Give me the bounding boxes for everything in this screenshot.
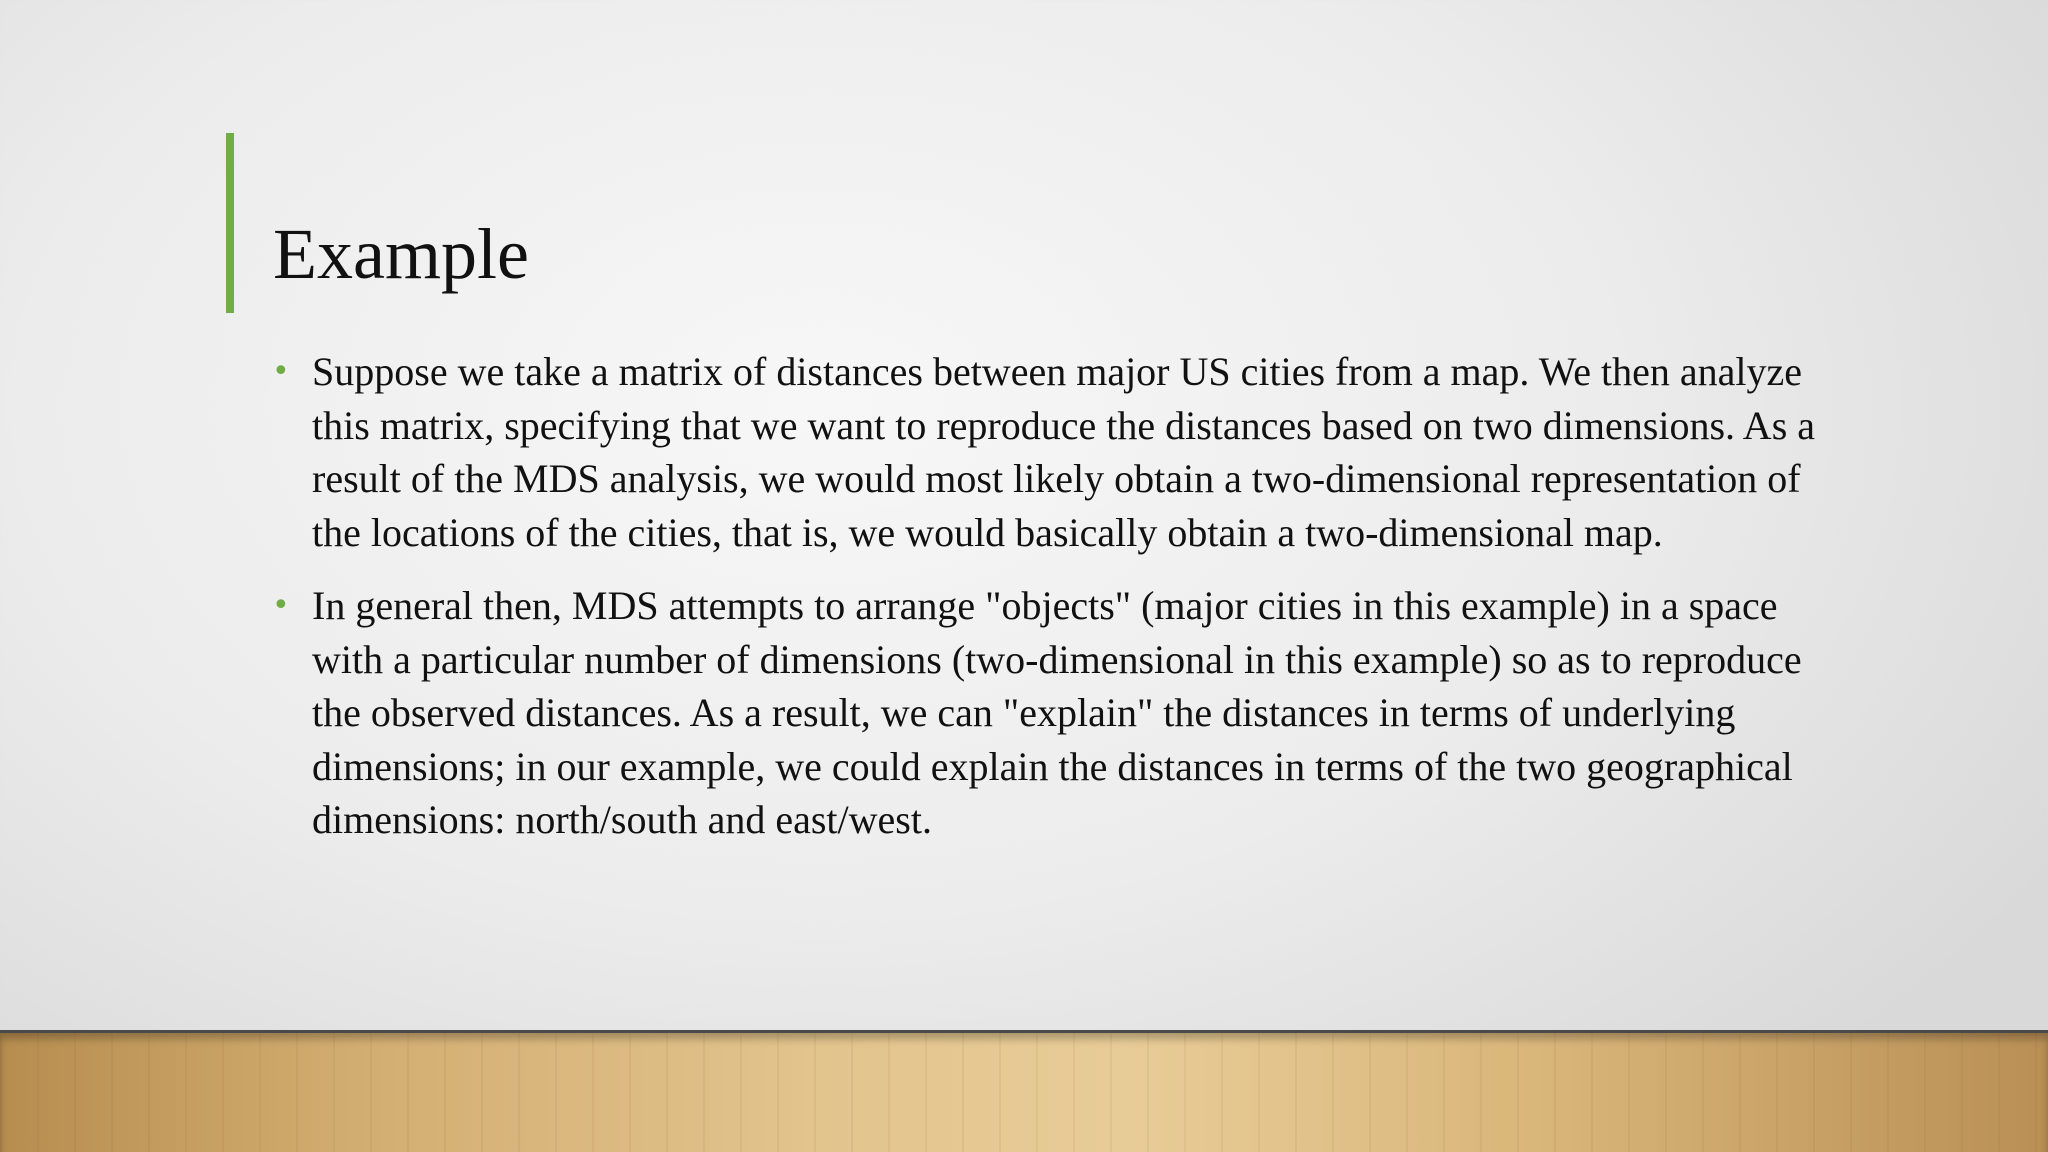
title-accent-bar bbox=[226, 133, 234, 313]
slide-title: Example bbox=[273, 214, 529, 294]
bullet-text: In general then, MDS attempts to arrange "objects" (major cities in this example) in a space with a particular number of dimensions (two-dimensional in this example) so as to reproduce the observed distances. As a result, we can "explain" the distances in terms of underlying dimensions; in our example, we could explain the distances in terms of the two geographical dimensions: north/south and east/west. bbox=[312, 583, 1802, 842]
bullet-text: Suppose we take a matrix of distances between major US cities from a map. We then analyze this matrix, specifying that we want to reproduce the distances based on two dimensions. As a result of the MDS analysis, we would most likely obtain a two-dimensional representation of the locations of the cities, that is, we would basically obtain a two-dimensional map. bbox=[312, 349, 1816, 555]
bullet-item bbox=[272, 579, 1852, 847]
wood-floor-background bbox=[0, 1030, 2048, 1152]
bullet-item bbox=[272, 345, 1852, 559]
bullet-list bbox=[272, 345, 1852, 867]
bullet-marker-icon: • bbox=[272, 588, 290, 623]
wood-grain-texture bbox=[0, 1033, 2048, 1152]
bullet-marker-icon: • bbox=[272, 354, 290, 389]
